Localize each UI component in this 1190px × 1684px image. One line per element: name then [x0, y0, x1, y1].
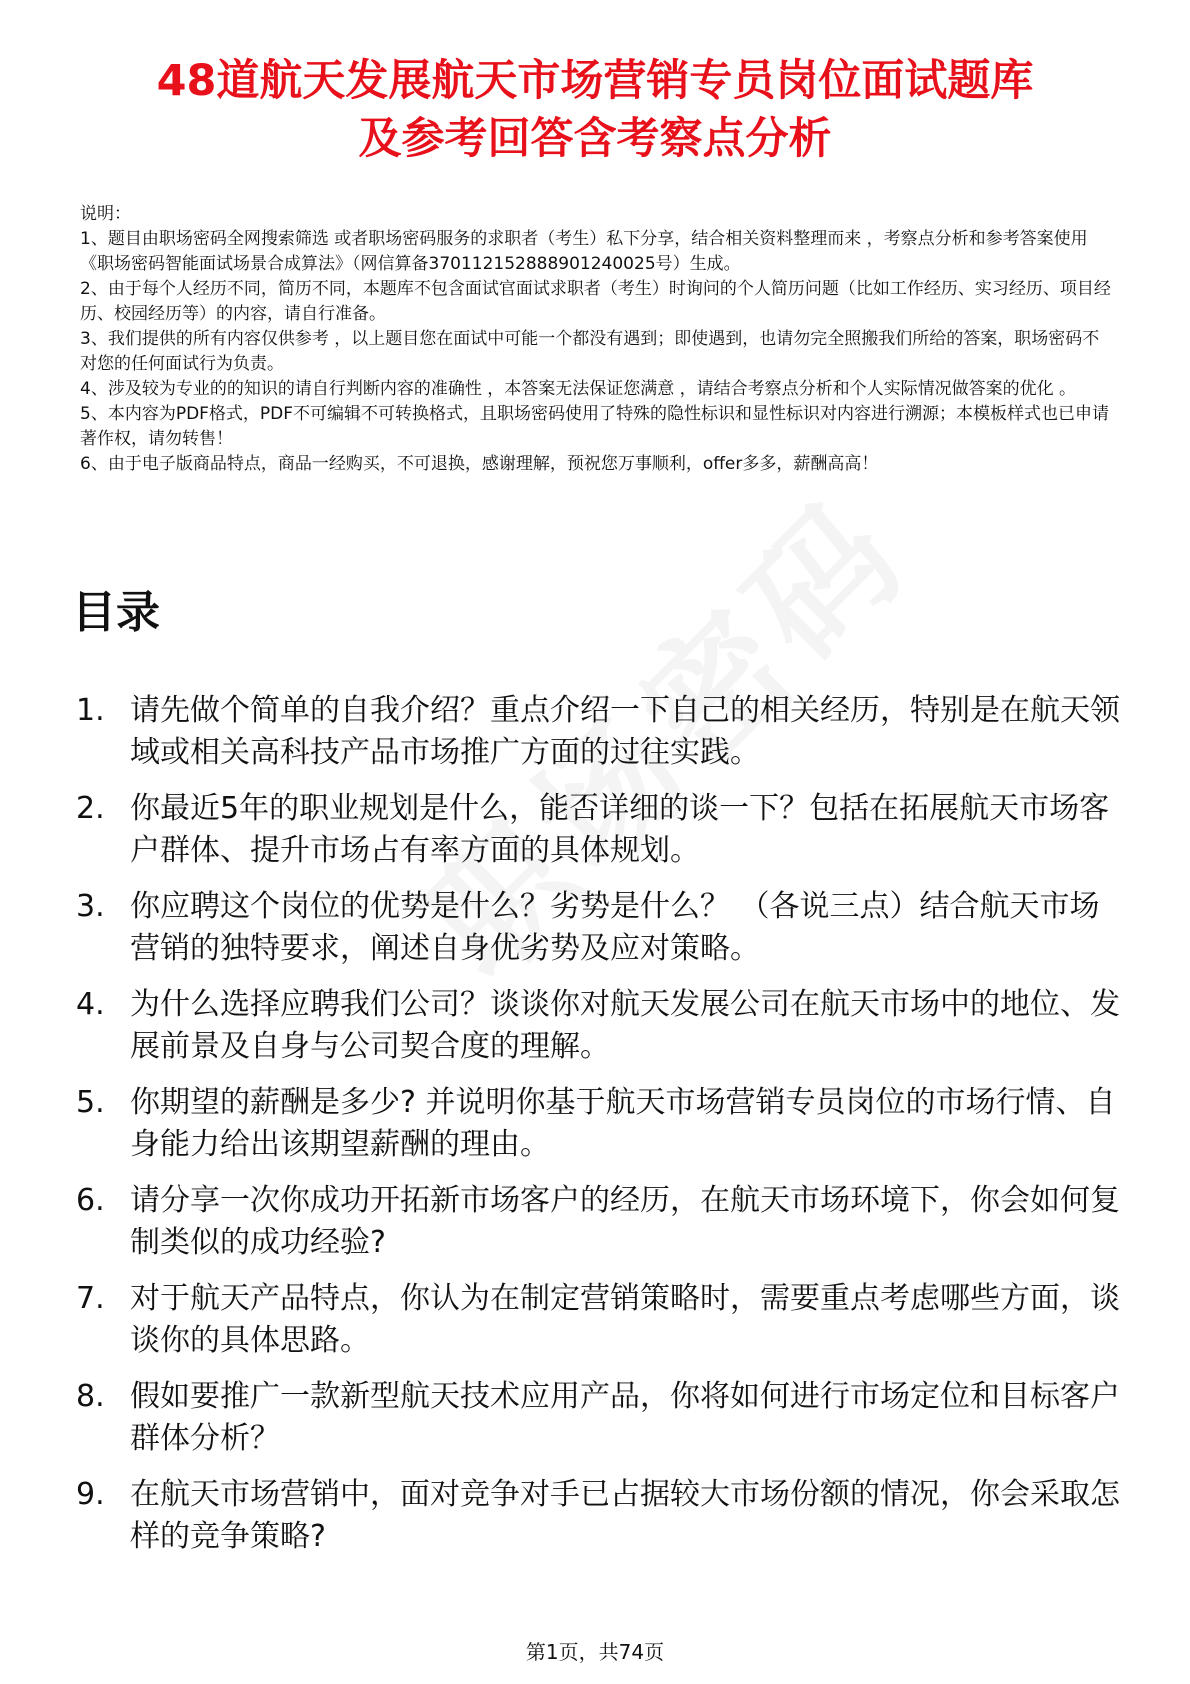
title-line-2: 及参考回答含考察点分析	[358, 114, 832, 164]
note-item: 1、题目由职场密码全网搜索筛选 或者职场密码服务的求职者（考生）私下分享，结合相关资料整理而来 ，考察点分析和参考答案使用《职场密码智能面试场景合成算法》（网信算备370112152888901240025号）生成。	[80, 229, 1088, 274]
question-text: 你应聘这个岗位的优势是什么？劣势是什么？ （各说三点）结合航天市场营销的独特要求，阐述自身优劣势及应对策略。	[130, 889, 1100, 966]
question-text: 为什么选择应聘我们公司？谈谈你对航天发展公司在航天市场中的地位、发展前景及自身与公司契合度的理解。	[130, 987, 1120, 1064]
question-text: 你最近5年的职业规划是什么，能否详细的谈一下？包括在拓展航天市场客户群体、提升市场占有率方面的具体规划。	[130, 791, 1110, 868]
note-item: 6、由于电子版商品特点，商品一经购买，不可退换，感谢理解，预祝您万事顺利，offer多多，薪酬高高！	[80, 454, 879, 474]
question-number: 7.	[76, 1281, 105, 1316]
question-number: 8.	[76, 1379, 105, 1414]
toc-heading: 目录	[72, 587, 160, 638]
question-number: 4.	[76, 987, 105, 1022]
note-item: 3、我们提供的所有内容仅供参考 ，以上题目您在面试中可能一个都没有遇到；即使遇到，也请勿完全照搬我们所给的答案，职场密码不对您的任何面试行为负责。	[80, 329, 1100, 374]
question-text: 假如要推广一款新型航天技术应用产品，你将如何进行市场定位和目标客户群体分析？	[130, 1379, 1120, 1456]
question-number: 9.	[76, 1477, 105, 1512]
page-footer: 第1页，共74页	[525, 1640, 665, 1664]
question-text: 在航天市场营销中，面对竞争对手已占据较大市场份额的情况，你会采取怎样的竞争策略?	[130, 1477, 1120, 1554]
question-item	[72, 1278, 1122, 1362]
question-item	[72, 690, 1122, 774]
question-number: 6.	[76, 1183, 105, 1218]
question-list	[72, 690, 1122, 1572]
question-item	[72, 984, 1122, 1068]
question-text: 你期望的薪酬是多少? 并说明你基于航天市场营销专员岗位的市场行情、自身能力给出该期望薪酬的理由。	[130, 1085, 1116, 1162]
question-number: 2.	[76, 791, 105, 826]
question-item	[72, 1082, 1122, 1166]
notes-heading: 说明：	[80, 204, 131, 224]
question-item	[72, 1474, 1122, 1558]
question-item	[72, 1180, 1122, 1264]
question-text: 请分享一次你成功开拓新市场客户的经历，在航天市场环境下，你会如何复制类似的成功经验?	[130, 1183, 1120, 1260]
question-text: 对于航天产品特点，你认为在制定营销策略时，需要重点考虑哪些方面，谈谈你的具体思路。	[130, 1281, 1120, 1358]
title-line-1: 48道航天发展航天市场营销专员岗位面试题库	[156, 56, 1034, 106]
question-item	[72, 788, 1122, 872]
note-item: 4、涉及较为专业的的知识的请自行判断内容的准确性 ，本答案无法保证您满意 ，请结合考察点分析和个人实际情况做答案的优化 。	[80, 379, 1077, 399]
document-title	[60, 52, 1130, 168]
note-item: 2、由于每个人经历不同，简历不同，本题库不包含面试官面试求职者（考生）时询问的个人简历问题（比如工作经历、实习经历、项目经历、校园经历等）的内容，请自行准备。	[80, 279, 1111, 324]
notes-section	[80, 202, 1115, 477]
question-number: 5.	[76, 1085, 105, 1120]
question-item	[72, 886, 1122, 970]
question-number: 3.	[76, 889, 105, 924]
question-item	[72, 1376, 1122, 1460]
note-item: 5、本内容为PDF格式，PDF不可编辑不可转换格式，且职场密码使用了特殊的隐性标识和显性标识对内容进行溯源；本模板样式也已申请著作权，请勿转售！	[80, 404, 1110, 449]
question-text: 请先做个简单的自我介绍？重点介绍一下自己的相关经历，特别是在航天领域或相关高科技产品市场推广方面的过往实践。	[130, 693, 1120, 770]
question-number: 1.	[76, 693, 105, 728]
